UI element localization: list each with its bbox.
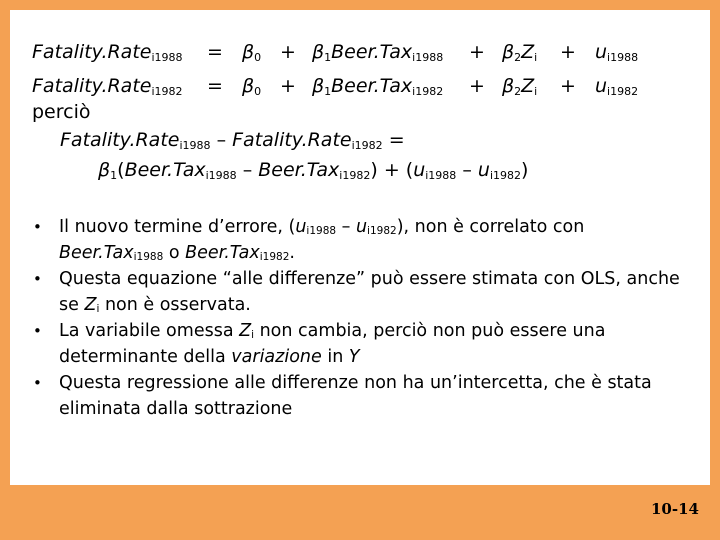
bullet-list (33, 214, 683, 422)
beta0-term: $\beta_0$ (242, 75, 262, 98)
lhs-term: Fatality.Rate$_{i1982}$ (32, 75, 183, 98)
difference-lhs: Fatality.Rate$_{i1988}$ – Fatality.Rate$_{i1982}$ = (60, 129, 405, 152)
difference-rhs: $\beta_1(Beer.Tax_{i1988}$ – Beer.Tax$_{i1982}$) + $(u_{i1988} - u_{i1982})$ (98, 159, 529, 182)
error-term: $u_{i1982}$ (595, 75, 639, 98)
lhs-term: Fatality.Rate$_{i1988}$ (32, 41, 183, 64)
equals-sign: = (207, 41, 223, 63)
beta0-term: $\beta_0$ (242, 41, 262, 64)
beer-tax-term: $\beta_1Beer.Tax_{i1988}$ (312, 41, 444, 64)
equation-row-1988 (32, 40, 692, 64)
plus-sign: + (560, 41, 576, 63)
bullet-item: • Questa equazione “alle differenze” può essere stimata con OLS, anche se $Z_i$ non è osservata. (33, 266, 683, 318)
plus-sign: + (280, 41, 296, 63)
error-term: $u_{i1988}$ (595, 41, 639, 64)
bullet-item: • Questa regressione alle differenze non ha un’intercetta, che è stata eliminata dalla sottrazione (33, 370, 683, 422)
z-term: $\beta_2Z_i$ (502, 75, 538, 98)
plus-sign: + (469, 75, 485, 97)
plus-sign: + (469, 41, 485, 63)
slide (10, 10, 710, 485)
bullet-item: • Il nuovo termine d’errore, $(u_{i1988} - u_{i1982})$, non è correlato con Beer.Tax$_{i1988}$ o Beer.Tax$_{i1982}$. (33, 214, 683, 266)
page-number: 10-14 (640, 490, 710, 528)
bullet-item: • La variabile omessa $Z_i$ non cambia, perciò non può essere una determinante della variazione in Y (33, 318, 683, 370)
z-term: $\beta_2Z_i$ (502, 41, 538, 64)
equation-row-1982 (32, 74, 692, 98)
percio-label: perciò (32, 101, 91, 123)
equals-sign: = (207, 75, 223, 97)
beer-tax-term: $\beta_1Beer.Tax_{i1982}$ (312, 75, 444, 98)
plus-sign: + (280, 75, 296, 97)
plus-sign: + (560, 75, 576, 97)
